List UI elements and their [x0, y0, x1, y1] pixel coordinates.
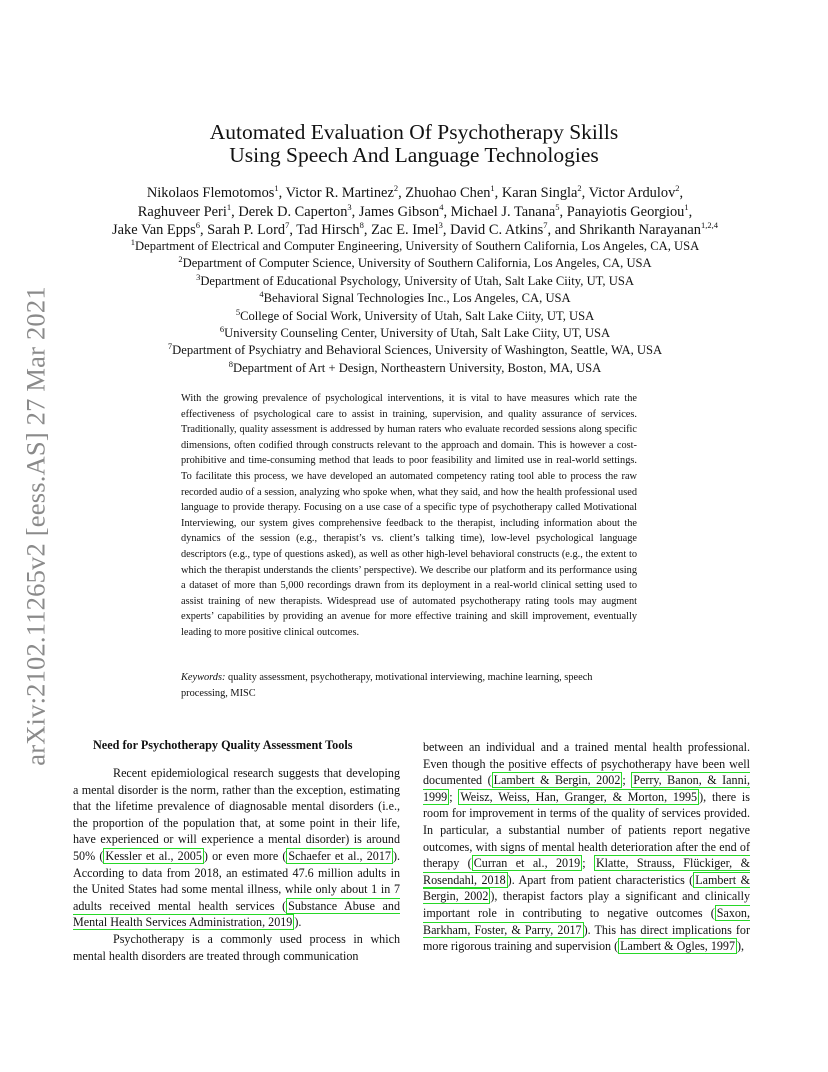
citation-link[interactable]: Perry, Banon, & Ianni, 1999: [423, 773, 751, 804]
author-name: Victor R. Martinez$^2$: [285, 183, 399, 201]
author-name: Karan Singla$^2$: [501, 183, 582, 201]
author-name: Sarah P. Lord$^7$: [207, 220, 290, 238]
citation-link[interactable]: Curran et al., 2019: [473, 856, 581, 871]
citation-link[interactable]: Lambert & Ogles, 1997: [620, 939, 736, 954]
paragraph-1: Recent epidemiological research suggests that developing a mental disorder is the norm, rather than the exception, estimating that the lifetime prevalence of diagnosable mental disorders (i.e., the proportion of the population that, at some point in their life, have experienced or will experience a mental disorder) is around 50% ( Kessler et al., 2005 ) or even more ( Schaefer et al., 2017 ). According to data from 2018, an estimated 47.6 million adults in the United States had some mental illness, while only about 1 in 7 adults received mental health services ( Substance Abuse and Mental Health Services Administration, 2019 ).: [73, 766, 400, 930]
body-column-right: [423, 739, 750, 955]
citation-link[interactable]: Saxon, Barkham, Foster, & Parry, 2017: [423, 905, 750, 937]
affiliation-line: $^5$College of Social Work, University of Utah, Salt Lake Ciity, UT, USA: [235, 306, 595, 323]
author-name: Jake Van Epps$^6$: [112, 220, 200, 238]
author-list: Nikolaos Flemotomos$^1$, Victor R. Martinez$^2$, Zhuohao Chen$^1$, Karan Singla$^2$, Victor Ardulov$^2$, Raghuveer Peri$^1$, Derek D. Caperton$^3$, James Gibson$^4$, Michael J. Tanana$^5$, Panayiotis Georgiou$^1$, Jake Van Epps$^6$, Sarah P. Lord$^7$, Tad Hirsch$^8$, Zac E. Imel$^3$, David C. Atkins$^7$, and Shrikanth Narayanan$^{1,2,4}$: [112, 183, 718, 238]
section-heading: Need for Psychotherapy Quality Assessment Tools: [93, 738, 353, 752]
paragraph-2: Psychotherapy is a commonly used process in which mental health disorders are treated through communication: [73, 931, 400, 963]
paper-title-line-2: Using Speech And Language Technologies: [229, 143, 599, 167]
author-name: and Shrikanth Narayanan$^{1,2,4}$: [554, 220, 718, 238]
citation-link[interactable]: Kessler et al., 2005: [105, 848, 202, 863]
citation-link[interactable]: Substance Abuse and Mental Health Services Administration, 2019: [73, 898, 400, 930]
affiliation-line: $^2$Department of Computer Science, University of Southern California, Los Angeles, CA, USA: [178, 254, 652, 271]
affiliation-line: $^1$Department of Electrical and Computer Engineering, University of Southern California, Los Angeles, CA, USA: [130, 236, 700, 253]
paragraph-2-continued: between an individual and a trained mental health professional. Even though the positive effects of psychotherapy have been well documented ( Lambert & Bergin, 2002 ; Perry, Banon, & Ianni, 1999 ; Weisz, Weiss, Han, Granger, & Morton, 1995 ), there is room for improvement in terms of the quality of services provided. In particular, a substantial number of patients report negative outcomes, with signs of mental health deterioration after the end of therapy ( Curran et al., 2019 ; Klatte, Strauss, Flückiger, & Rosendahl, 2018 ). Apart from patient characteristics ( Lambert & Bergin, 2002 ), therapist factors play a significant and clinically important role in contributing to negative outcomes ( Saxon, Barkham, Foster, & Parry, 2017 ). This has direct implications for more rigorous training and supervision ( Lambert & Ogles, 1997 ),: [423, 740, 751, 954]
affiliation-list: [60, 238, 770, 377]
author-name: Zhuohao Chen$^1$: [405, 183, 495, 201]
author-name: Raghuveer Peri$^1$: [137, 201, 232, 220]
citation-link[interactable]: Schaefer et al., 2017: [288, 848, 391, 863]
keywords: [181, 670, 637, 701]
author-name: Derek D. Caperton$^3$: [238, 201, 352, 220]
affiliation-line: $^3$Department of Educational Psychology, University of Utah, Salt Lake Ciity, UT, USA: [196, 271, 634, 288]
author-name: Panayiotis Georgiou$^1$: [566, 201, 689, 220]
citation-link[interactable]: Lambert & Bergin, 2002: [493, 773, 621, 788]
author-name: Michael J. Tanana$^5$: [450, 201, 560, 220]
author-name: Zac E. Imel$^3$: [371, 220, 443, 238]
author-name: Victor Ardulov$^2$: [588, 183, 680, 201]
body-column-left: [73, 739, 400, 964]
arxiv-stamp: arXiv:2102.11265v2 [eess.AS] 27 Mar 2021: [20, 285, 51, 766]
citation-link[interactable]: Weisz, Weiss, Han, Granger, & Morton, 1995: [460, 789, 698, 804]
keywords-text: quality assessment, psychotherapy, motivational interviewing, machine learning, speech processing, MISC: [181, 672, 593, 699]
affiliation-line: $^6$University Counseling Center, University of Utah, Salt Lake Ciity, UT, USA: [219, 323, 611, 341]
author-name: Tad Hirsch$^8$: [296, 220, 364, 238]
abstract: With the growing prevalence of psychological interventions, it is vital to have measures which rate the effectiveness of psychological care to assist in training, supervision, and quality assurance of services. Traditionally, quality assessment is addressed by human raters who evaluate recorded sessions along specific dimensions, often codified through constructs relevant to the approach and domain. This is however a cost-prohibitive and time-consuming method that leads to poor feasibility and limited use in real-world settings. To facilitate this process, we have developed an automated competency rating tool able to process the raw recorded audio of a session, analyzing who spoke when, what they said, and how the health professional used language to provide therapy. Focusing on a use case of a specific type of psychotherapy called Motivational Interviewing, our system gives comprehensive feedback to the therapist, including information about the dynamics of the session (e.g., therapist’s vs. client’s talking time), low-level psychological language descriptors (e.g., type of questions asked), as well as other high-level behavioral constructs (e.g., the extent to which the therapist understands the clients’ perspective). We describe our platform and its performance using a dataset of more than 5,000 recordings drawn from its deployment in a real-world clinical setting used to assist training of new therapists. Widespread use of automated psychotherapy rating tools may augment experts’ capabilities by providing an avenue for more effective training and skill improvement, eventually leading to more positive clinical outcomes.: [181, 393, 637, 638]
paper-title-line-1: Automated Evaluation Of Psychotherapy Skills: [209, 120, 619, 144]
keywords-label: Keywords:: [181, 672, 226, 683]
citation-link[interactable]: Lambert & Bergin, 2002: [423, 872, 750, 904]
author-name: David C. Atkins$^7$: [450, 220, 548, 238]
affiliation-line: $^8$Department of Art + Design, Northeastern University, Boston, MA, USA: [228, 358, 602, 375]
affiliation-line: $^7$Department of Psychiatry and Behavioral Sciences, University of Washington, Seattle, WA, USA: [167, 341, 663, 358]
citation-link[interactable]: Klatte, Strauss, Flückiger, & Rosendahl, 2018: [423, 856, 750, 887]
author-name: Nikolaos Flemotomos$^1$: [146, 183, 279, 201]
affiliation-line: $^4$Behavioral Signal Technologies Inc., Los Angeles, CA, USA: [259, 289, 571, 306]
author-name: James Gibson$^4$: [358, 201, 444, 220]
